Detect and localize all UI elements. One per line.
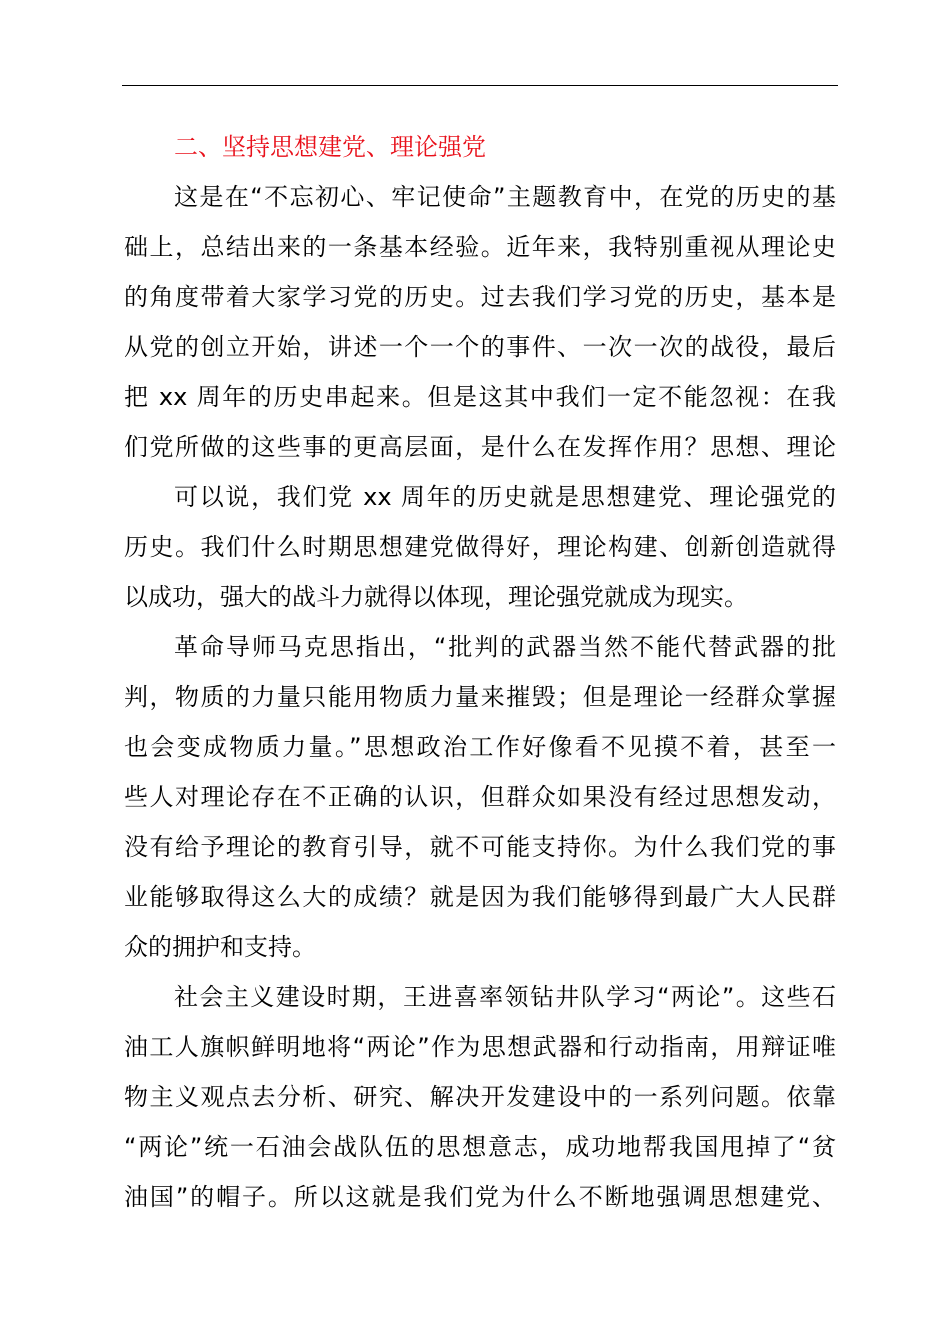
paragraph-line: “两论”统一石油会战队伍的思想意志，成功地帮我国甩掉了“贫 [124, 1133, 836, 1161]
paragraph-line: 物主义观点去分析、研究、解决开发建设中的一系列问题。依靠 [124, 1083, 836, 1111]
paragraph-1 [124, 172, 836, 472]
paragraph-line: 判，物质的力量只能用物质力量来摧毁；但是理论一经群众掌握 [124, 683, 836, 711]
paragraph-3 [124, 622, 836, 972]
document-body [124, 122, 836, 1222]
paragraph-line: 历史。我们什么时期思想建党做得好，理论构建、创新创造就得 [124, 533, 836, 561]
paragraph-line: 也会变成物质力量。”思想政治工作好像看不见摸不着，甚至一 [124, 733, 836, 761]
paragraph-line: 们党所做的这些事的更高层面，是什么在发挥作用？思想、理论 [124, 433, 836, 461]
paragraph-line: 础上，总结出来的一条基本经验。近年来，我特别重视从理论史 [124, 233, 836, 261]
header-rule [122, 85, 838, 86]
paragraph-2 [124, 472, 836, 622]
paragraph-line: 油国”的帽子。所以这就是我们党为什么不断地强调思想建党、 [124, 1183, 836, 1211]
paragraph-line: 众的拥护和支持。 [124, 933, 316, 961]
paragraph-line: 把 xx 周年的历史串起来。但是这其中我们一定不能忽视：在我 [124, 383, 836, 411]
paragraph-line: 些人对理论存在不正确的认识，但群众如果没有经过思想发动， [124, 783, 836, 811]
paragraph-line: 的角度带着大家学习党的历史。过去我们学习党的历史，基本是 [124, 283, 836, 311]
section-heading: 二、坚持思想建党、理论强党 [174, 133, 486, 161]
paragraph-line: 革命导师马克思指出，“批判的武器当然不能代替武器的批 [174, 633, 836, 661]
paragraph-line: 这是在“不忘初心、牢记使命”主题教育中，在党的历史的基 [174, 183, 836, 211]
paragraph-line: 社会主义建设时期，王进喜率领钻井队学习“两论”。这些石 [174, 983, 836, 1011]
paragraph-line: 业能够取得这么大的成绩？就是因为我们能够得到最广大人民群 [124, 883, 836, 911]
paragraph-line: 油工人旗帜鲜明地将“两论”作为思想武器和行动指南，用辩证唯 [124, 1033, 836, 1061]
paragraph-line: 以成功，强大的战斗力就得以体现，理论强党就成为现实。 [124, 583, 748, 611]
paragraph-line: 从党的创立开始，讲述一个一个的事件、一次一次的战役，最后 [124, 333, 836, 361]
paragraph-line: 没有给予理论的教育引导，就不可能支持你。为什么我们党的事 [124, 833, 836, 861]
paragraph-line: 可以说，我们党 xx 周年的历史就是思想建党、理论强党的 [174, 483, 836, 511]
paragraph-4 [124, 972, 836, 1222]
